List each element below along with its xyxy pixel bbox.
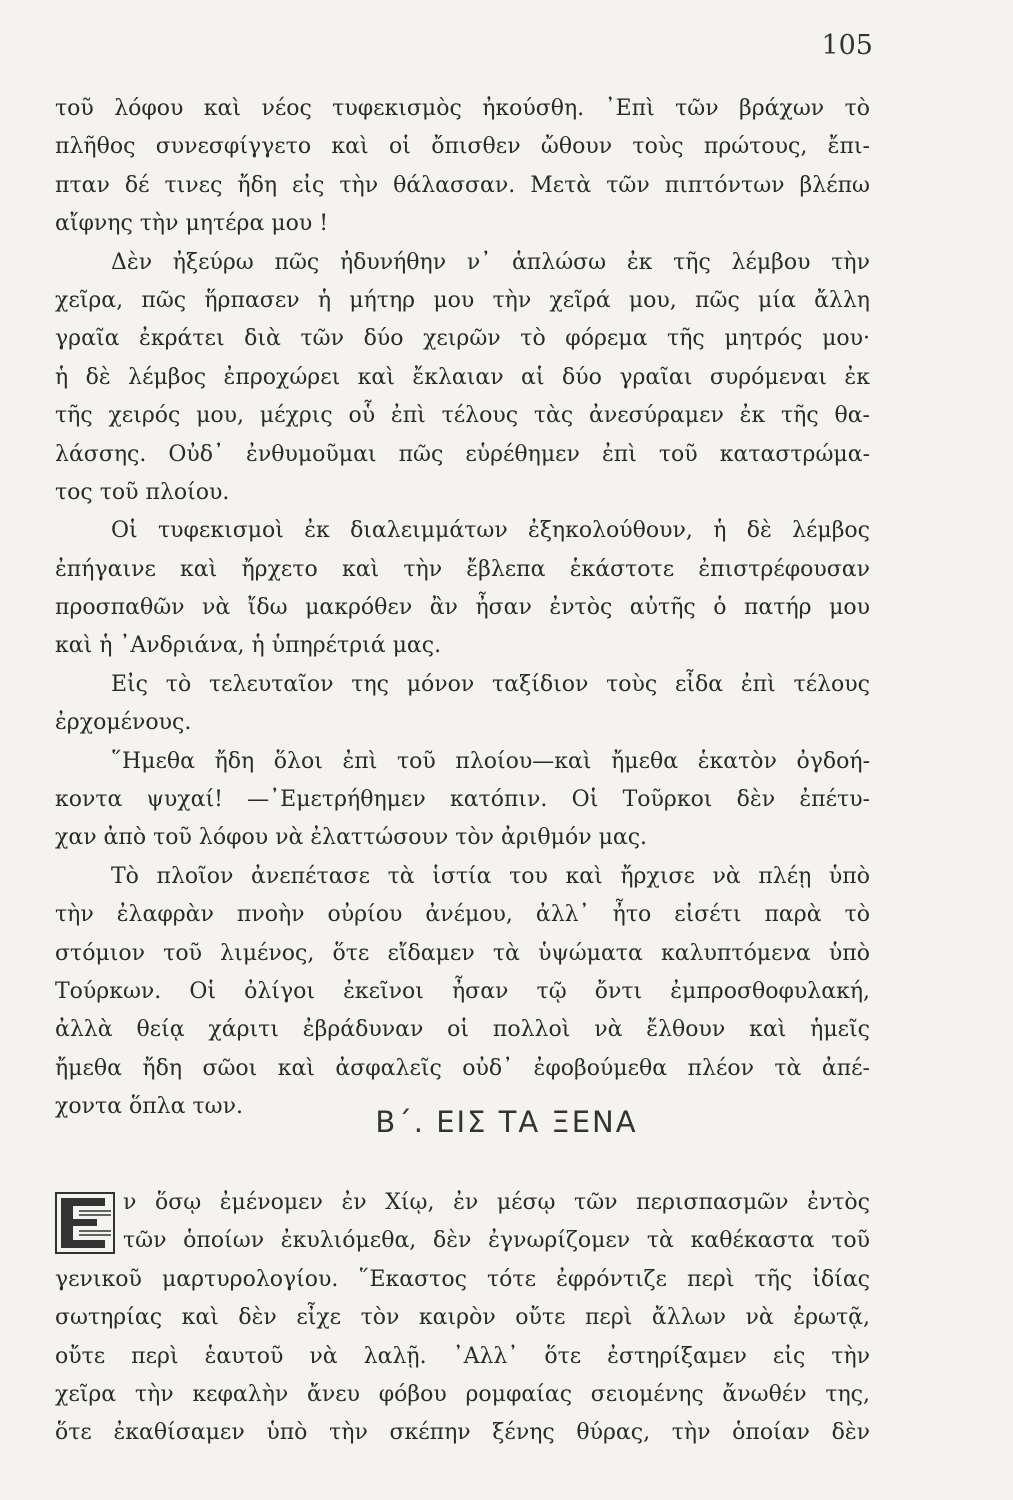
- text-line: πταν δέ τινες ἤδη εἰς τὴν θάλασσαν. Μετὰ τῶν πιπτόντων βλέπω: [55, 172, 870, 198]
- text-line: τῶν ὁποίων ἐκυλιόμεθα, δὲν ἐγνωρίζομεν τὰ καθέκαστα τοῦ: [123, 1228, 870, 1254]
- text-line: σωτηρίας καὶ δὲν εἶχε τὸν καιρὸν οὔτε περὶ ἄλλων νὰ ἐρωτᾷ,: [55, 1305, 870, 1331]
- text-line: ἤμεθα ἤδη σῶοι καὶ ἀσφαλεῖς οὐδ᾿ ἐφοβούμεθα πλέον τὰ ἀπέ-: [55, 1055, 870, 1081]
- text-line: τοῦ λόφου καὶ νέος τυφεκισμὸς ἠκούσθη. ᾿Επὶ τῶν βράχων τὸ: [55, 96, 870, 121]
- text-line: Τούρκων. Οἱ ὀλίγοι ἐκεῖνοι ἦσαν τῷ ὄντι ἐμπροσθοφυλακή,: [55, 978, 870, 1004]
- text-line: τὴν ἐλαφρὰν πνοὴν οὐρίου ἀνέμου, ἀλλ᾿ ἦτο εἰσέτι παρὰ τὸ: [55, 902, 870, 928]
- text-line: στόμιον τοῦ λιμένος, ὅτε εἴδαμεν τὰ ὑψώματα καλυπτόμενα ὑπὸ: [55, 940, 870, 966]
- text-line: τος τοῦ πλοίου.: [55, 479, 230, 505]
- text-line: χεῖρα τὴν κεφαλὴν ἄνευ φόβου ρομφαίας σειομένης ἄνωθέν της,: [55, 1381, 870, 1407]
- text-line: προσπαθῶν νὰ ἴδω μακρόθεν ἂν ἦσαν ἐντὸς αὐτῆς ὁ πατήρ μου: [55, 595, 870, 621]
- text-line: ὅτε ἐκαθίσαμεν ὑπὸ τὴν σκέπην ξένης θύρας, τὴν ὁποίαν δὲν: [55, 1420, 870, 1446]
- text-line: λάσσης. Οὐδ᾿ ἐνθυμοῦμαι πῶς εὑρέθημεν ἐπὶ τοῦ καταστρώμα-: [55, 441, 870, 467]
- text-line: ἀλλὰ θείᾳ χάριτι ἐβράδυναν οἱ πολλοὶ νὰ ἔλθουν καὶ ἡμεῖς: [55, 1017, 870, 1043]
- text-line: χεῖρα, πῶς ἥρπασεν ἡ μήτηρ μου τὴν χεῖρά μου, πῶς μία ἄλλη: [55, 287, 870, 313]
- text-line: Εἰς τὸ τελευταῖον της μόνον ταξίδιον τοὺς εἶδα ἐπὶ τέλους: [111, 671, 870, 697]
- text-line: γενικοῦ μαρτυρολογίου. ῞Εκαστος τότε ἐφρόντιζε περὶ τῆς ἰδίας: [55, 1266, 870, 1292]
- text-line: Τὸ πλοῖον ἀνεπέτασε τὰ ἱστία του καὶ ἤρχισε νὰ πλέῃ ὑπὸ: [111, 863, 870, 889]
- text-line: ἐπήγαινε καὶ ἤρχετο καὶ τὴν ἔβλεπα ἑκάστοτε ἐπιστρέφουσαν: [55, 556, 870, 582]
- text-line: οὔτε περὶ ἑαυτοῦ νὰ λαλῇ. ᾿Αλλ᾿ ὅτε ἐστηρίξαμεν εἰς τὴν: [55, 1343, 870, 1369]
- text-line: Δὲν ἠξεύρω πῶς ἠδυνήθην ν᾿ ἁπλώσω ἐκ τῆς λέμβου τὴν: [111, 249, 870, 275]
- text-line: Οἱ τυφεκισμοὶ ἐκ διαλειμμάτων ἐξηκολούθουν, ἡ δὲ λέμβος: [111, 518, 870, 544]
- text-block-2: [55, 1184, 870, 1453]
- text-line: τῆς χειρός μου, μέχρις οὗ ἐπὶ τέλους τὰς ἀνεσύραμεν ἐκ τῆς θα-: [55, 403, 870, 429]
- page-number: 105: [821, 30, 873, 61]
- text-line: χαν ἀπὸ τοῦ λόφου νὰ ἐλαττώσουν τὸν ἀριθμόν μας.: [55, 825, 648, 851]
- text-line: ἐρχομένους.: [55, 710, 192, 736]
- text-line: γραῖα ἐκράτει διὰ τῶν δύο χειρῶν τὸ φόρεμα τῆς μητρός μου·: [55, 326, 870, 352]
- text-line: ν ὅσῳ ἐμένομεν ἐν Χίῳ, ἐν μέσῳ τῶν περισπασμῶν ἐντὸς: [123, 1190, 870, 1215]
- section-heading: Β΄. ΕΙΣ ΤΑ ΞΕΝΑ: [375, 1105, 638, 1139]
- text-line: ῞Ημεθα ἤδη ὅλοι ἐπὶ τοῦ πλοίου—καὶ ἤμεθα ἑκατὸν ὀγδοή-: [111, 748, 870, 774]
- text-line: κοντα ψυχαί! —᾿Εμετρήθημεν κατόπιν. Οἱ Τοῦρκοι δὲν ἐπέτυ-: [55, 787, 870, 813]
- text-line: καὶ ἡ ᾿Ανδριάνα, ἡ ὑπηρέτριά μας.: [55, 633, 442, 659]
- text-line: ἡ δὲ λέμβος ἐπροχώρει καὶ ἔκλαιαν αἱ δύο γραῖαι συρόμεναι ἐκ: [55, 364, 870, 390]
- text-line: χοντα ὅπλα των.: [55, 1094, 243, 1120]
- text-line: πλῆθος συνεσφίγγετο καὶ οἱ ὄπισθεν ὤθουν τοὺς πρώτους, ἔπι-: [55, 134, 870, 160]
- text-block-1: [55, 90, 870, 1127]
- text-line: αἴφνης τὴν μητέρα μου !: [55, 211, 329, 237]
